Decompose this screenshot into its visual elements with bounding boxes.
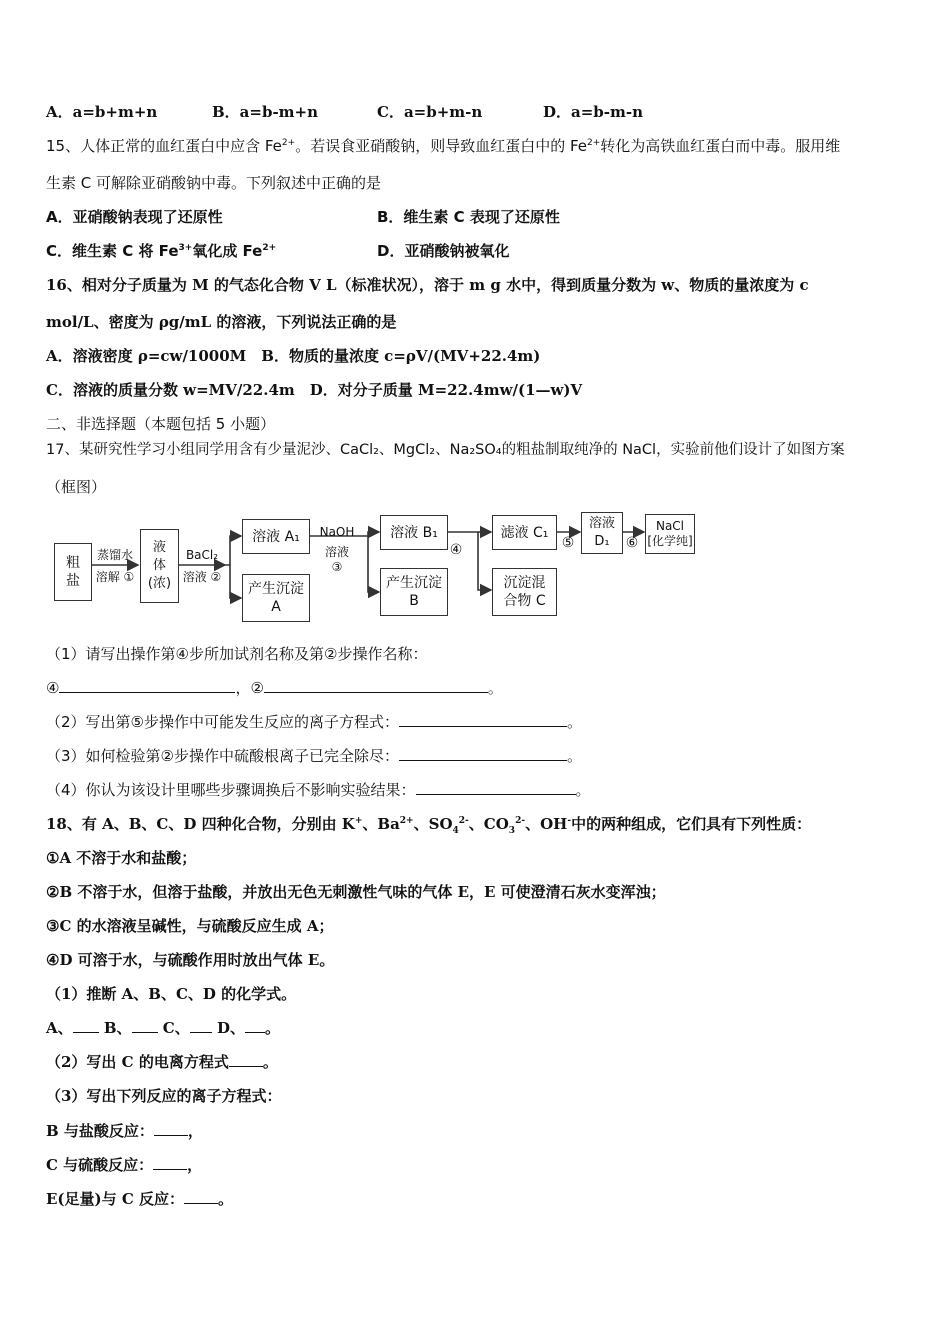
q18-sub2: （2）写出 C 的电离方程式 。 bbox=[46, 1053, 278, 1071]
q18-property-2: ②B 不溶于水，但溶于盐酸，并放出无色无刺激性气味的气体 E，E 可使澄清石灰水变浑浊； bbox=[46, 883, 666, 901]
answer-blank-sub2[interactable] bbox=[399, 712, 567, 727]
q16-options-ab: A．溶液密度 ρ=cw/1000M B．物质的量浓度 c=ρV/(MV+22.4m) bbox=[46, 347, 541, 365]
q14-option-a: A．a=b+m+n bbox=[46, 103, 158, 121]
q17-sub2: （2）写出第⑤步操作中可能发生反应的离子方程式： 。 bbox=[46, 713, 583, 731]
box-precipitate-a: 产生沉淀 A bbox=[242, 574, 310, 622]
answer-blank-step4[interactable] bbox=[59, 678, 235, 693]
answer-blank-reaction-1[interactable] bbox=[154, 1121, 188, 1136]
label-bacl2: BaCl₂ bbox=[185, 548, 219, 562]
q18-reaction-2: C 与硫酸反应： ， bbox=[46, 1156, 203, 1174]
arrow-3b bbox=[368, 536, 379, 592]
box-nacl: NaCl [化学纯] bbox=[645, 514, 695, 554]
q18-sub1: （1）推断 A、B、C、D 的化学式。 bbox=[46, 985, 297, 1003]
q18-reaction-3: E(足量)与 C 反应： 。 bbox=[46, 1190, 234, 1208]
label-step-4: ④ bbox=[449, 542, 463, 558]
q16-stem-line2: mol/L、密度为 ρg/mL 的溶液，下列说法正确的是 bbox=[46, 313, 397, 331]
label-step-6: ⑥ bbox=[625, 535, 639, 551]
box-solution-b1: 溶液 B₁ bbox=[380, 515, 448, 550]
answer-blank-reaction-3[interactable] bbox=[184, 1189, 218, 1204]
section-heading: 二、非选择题（本题包括 5 小题） bbox=[46, 415, 276, 433]
q18-sub1-answers: A、 B、 C、 D、 。 bbox=[46, 1019, 280, 1037]
answer-blank-step2[interactable] bbox=[264, 678, 488, 693]
q17-sub1: （1）请写出操作第④步所加试剂名称及第②步操作名称： bbox=[46, 645, 428, 663]
q15-option-d: D．亚硝酸钠被氧化 bbox=[377, 242, 510, 260]
q15-stem-line2: 生素 C 可解除亚硝酸钠中毒。下列叙述中正确的是 bbox=[46, 174, 382, 192]
q18-property-1: ①A 不溶于水和盐酸； bbox=[46, 849, 197, 867]
flowchart bbox=[0, 0, 950, 640]
q14-option-c: C．a=b+m-n bbox=[377, 103, 483, 121]
q15-stem-line1: 15、人体正常的血红蛋白中应含 $Fe^{2+}$。若误食亚硝酸钠，则导致血红蛋白中的 $Fe^{2+}$转化为高铁血红蛋白而中毒。服用维 bbox=[46, 137, 841, 155]
box-precipitate-b: 产生沉淀 B bbox=[380, 568, 448, 616]
answer-blank-ionization[interactable] bbox=[229, 1052, 263, 1067]
box-filtrate-c1: 滤液 C₁ bbox=[492, 515, 557, 550]
q18-sub3: （3）写出下列反应的离子方程式： bbox=[46, 1087, 282, 1105]
q15-option-b: B．维生素 C 表现了还原性 bbox=[377, 208, 560, 226]
q15-option-c: C．维生素 C 将 $Fe^{3+}$氧化成 $Fe^{2+}$ bbox=[46, 242, 277, 260]
q17-sub4: （4）你认为该设计里哪些步骤调换后不影响实验结果： 。 bbox=[46, 781, 591, 799]
label-dissolve: 溶解 ① bbox=[95, 570, 135, 584]
arrow-2b bbox=[230, 565, 241, 598]
box-precipitate-mixture-c: 沉淀混 合物 C bbox=[492, 568, 557, 616]
q17-stem-line1: 17、某研究性学习小组同学用含有少量泥沙、CaCl₂、MgCl₂、Na₂SO₄的粗盐制取纯净的 NaCl，实验前他们设计了如图方案 bbox=[46, 442, 845, 458]
q16-stem-line1: 16、相对分子质量为 M 的气态化合物 V L（标准状况），溶于 m g 水中，得到质量分数为 w、物质的量浓度为 c bbox=[46, 276, 809, 294]
arrow-2a bbox=[225, 536, 241, 565]
q14-option-b: B．a=b-m+n bbox=[212, 103, 319, 121]
answer-blank-b[interactable] bbox=[132, 1018, 158, 1033]
q15-option-a: A．亚硝酸钠表现了还原性 bbox=[46, 208, 223, 226]
answer-blank-c[interactable] bbox=[190, 1018, 212, 1033]
label-water: 蒸馏水 bbox=[96, 548, 133, 562]
q18-property-4: ④D 可溶于水，与硫酸作用时放出气体 E。 bbox=[46, 951, 335, 969]
arrow-4b bbox=[478, 532, 491, 590]
label-solution-3: 溶液 ③ bbox=[324, 545, 349, 574]
box-crude-salt: 粗 盐 bbox=[54, 543, 92, 601]
q17-sub3: （3）如何检验第②步操作中硫酸根离子已完全除尽： 。 bbox=[46, 747, 583, 765]
box-solution-d1: 溶液 D₁ bbox=[581, 512, 623, 554]
q18-reaction-1: B 与盐酸反应： ， bbox=[46, 1122, 203, 1140]
label-naoh: NaOH bbox=[319, 525, 355, 539]
label-solution-2: 溶液 ② bbox=[182, 570, 222, 584]
label-step-5: ⑤ bbox=[561, 535, 575, 551]
q17-sub1-answers: ④ ，② 。 bbox=[46, 679, 503, 697]
answer-blank-d[interactable] bbox=[245, 1018, 265, 1033]
answer-blank-sub4[interactable] bbox=[416, 780, 576, 795]
answer-blank-sub3[interactable] bbox=[399, 746, 567, 761]
q18-property-3: ③C 的水溶液呈碱性，与硫酸反应生成 A； bbox=[46, 917, 334, 935]
q18-intro: 18、有 A、B、C、D 四种化合物，分别由 K+、$Ba^{2+}$、$SO_4^{2-}$、$CO_3^{2-}$、OH-中的两种组成，它们具有下列性质： bbox=[46, 815, 812, 836]
answer-blank-a[interactable] bbox=[73, 1018, 99, 1033]
answer-blank-reaction-2[interactable] bbox=[153, 1155, 187, 1170]
box-solution-a1: 溶液 A₁ bbox=[242, 519, 310, 554]
q14-option-d: D．a=b-m-n bbox=[543, 103, 644, 121]
arrow-3a bbox=[368, 532, 379, 536]
box-liquid: 液 体 (浓) bbox=[140, 529, 179, 603]
q17-stem-line2: （框图） bbox=[46, 478, 107, 496]
q16-options-cd: C．溶液的质量分数 w=MV/22.4m D．对分子质量 M=22.4mw/(1—w)V bbox=[46, 381, 583, 399]
